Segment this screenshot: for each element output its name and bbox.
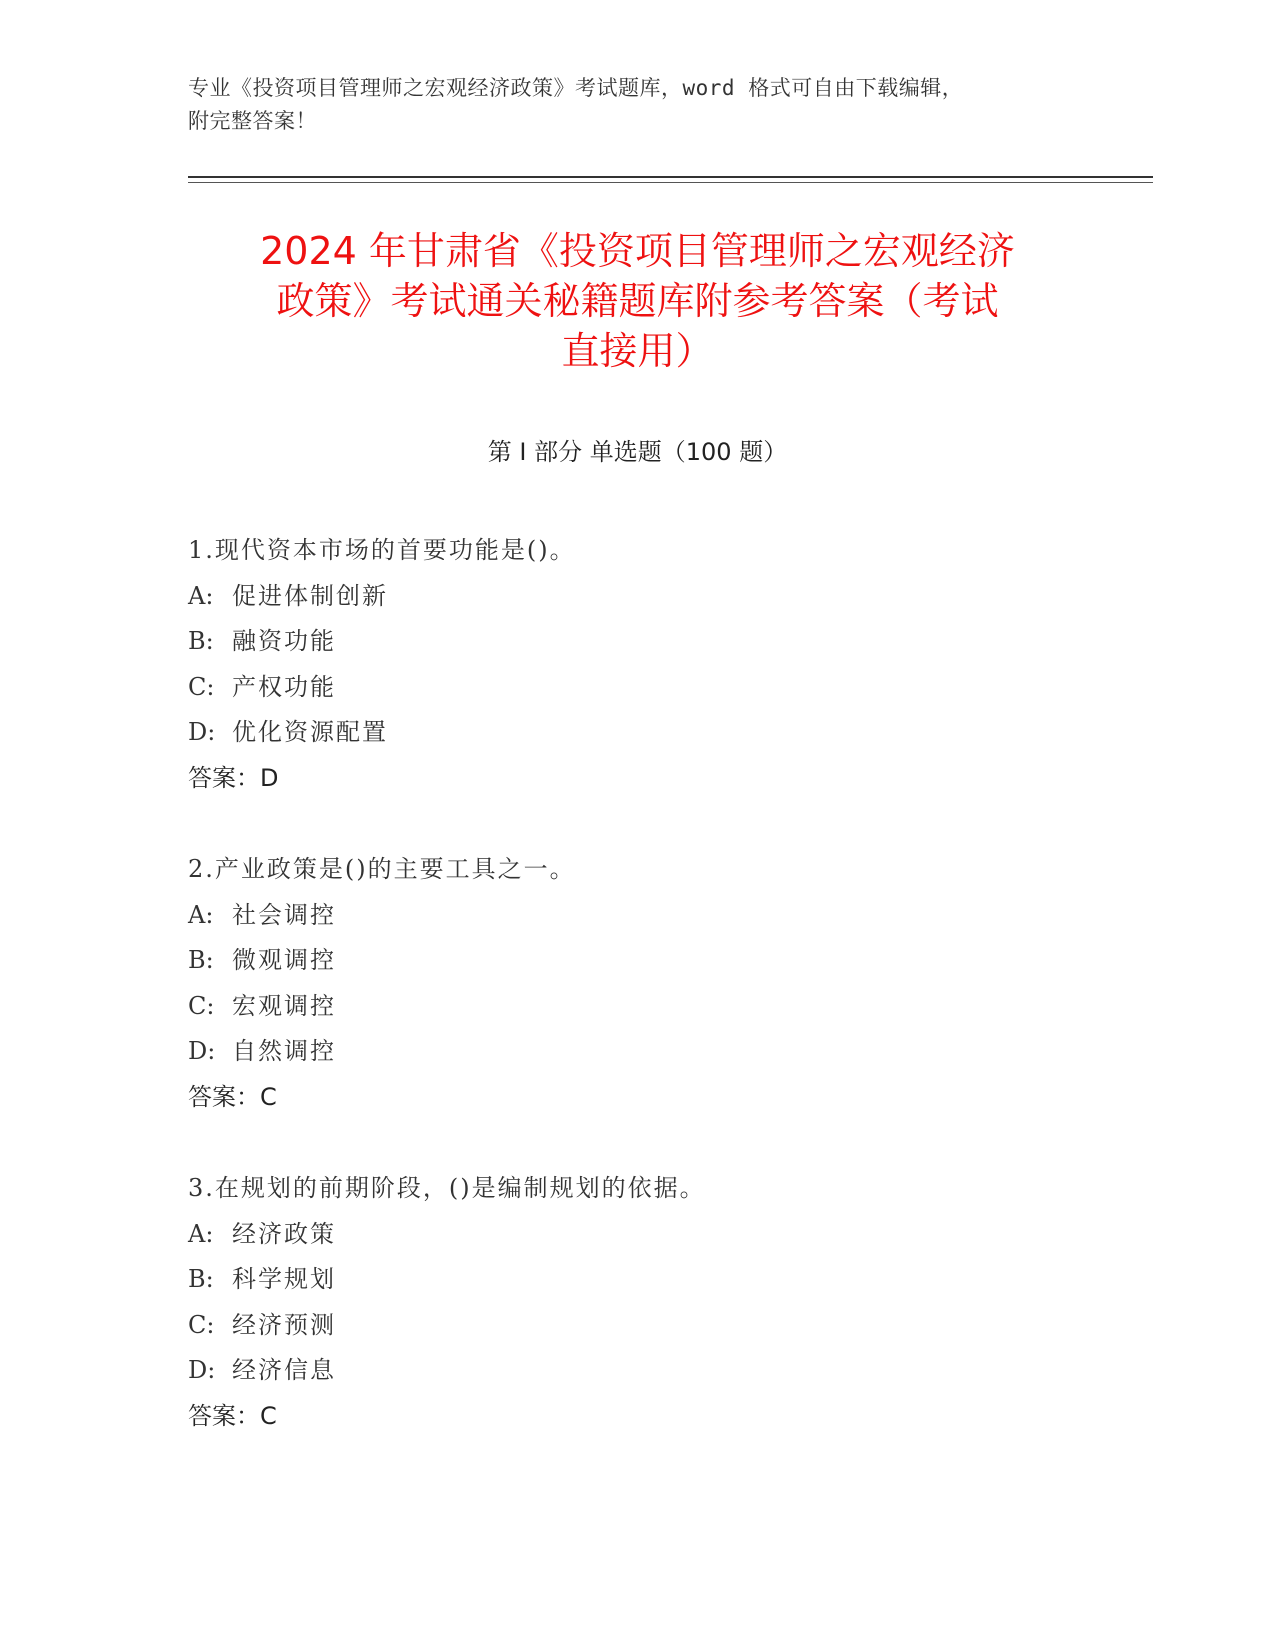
question-3	[188, 1166, 1148, 1439]
option-letter: A:	[188, 1219, 214, 1248]
option-letter: B:	[188, 627, 214, 655]
option-b	[188, 938, 1148, 984]
section-title: 第 I 部分 单选题（100 题）	[487, 438, 788, 466]
option-b	[188, 619, 1148, 665]
option-d	[188, 1029, 1148, 1075]
option-letter: C:	[188, 991, 215, 1020]
option-c	[188, 1303, 1148, 1349]
option-text: 社会调控	[232, 900, 336, 929]
answer-line: 答案：C	[188, 1082, 277, 1111]
document-title-line-2: 政策》考试通关秘籍题库附参考答案（考试	[276, 279, 999, 323]
option-text: 优化资源配置	[232, 718, 388, 746]
option-text: 经济政策	[232, 1219, 336, 1248]
option-letter: D:	[188, 718, 216, 746]
answer-line: 答案：D	[188, 763, 279, 792]
option-letter: B:	[188, 946, 214, 974]
option-letter: D:	[188, 1356, 216, 1384]
option-d	[188, 1348, 1148, 1394]
option-text: 经济预测	[232, 1310, 336, 1339]
option-text: 促进体制创新	[232, 581, 388, 610]
option-letter: C:	[188, 672, 215, 701]
option-text: 融资功能	[232, 627, 336, 655]
option-letter: B:	[188, 1265, 214, 1293]
option-a	[188, 574, 1148, 620]
option-text: 科学规划	[232, 1265, 336, 1293]
option-a	[188, 893, 1148, 939]
answer-line: 答案：C	[188, 1401, 277, 1430]
question-2	[188, 847, 1148, 1120]
question-stem: 1.现代资本市场的首要功能是()。	[188, 536, 576, 564]
option-c	[188, 984, 1148, 1030]
option-letter: C:	[188, 1310, 215, 1339]
option-d	[188, 710, 1148, 756]
option-text: 微观调控	[232, 946, 336, 974]
header-note-line-1: 专业《投资项目管理师之宏观经济政策》考试题库，word 格式可自由下载编辑，	[188, 76, 964, 100]
question-1	[188, 528, 1148, 801]
question-stem: 2.产业政策是()的主要工具之一。	[188, 855, 576, 883]
header-divider-thin	[188, 182, 1153, 183]
option-text: 经济信息	[232, 1356, 336, 1384]
option-letter: D:	[188, 1037, 216, 1065]
header-note	[188, 72, 1088, 138]
document-title-line-1: 2024 年甘肃省《投资项目管理师之宏观经济	[260, 229, 1015, 273]
question-list	[188, 528, 1148, 1485]
option-a	[188, 1212, 1148, 1258]
option-letter: A:	[188, 581, 214, 610]
header-divider-thick	[188, 176, 1153, 178]
option-text: 宏观调控	[232, 991, 336, 1020]
option-text: 产权功能	[232, 672, 336, 701]
document-title	[150, 226, 1125, 376]
question-stem: 3.在规划的前期阶段，()是编制规划的依据。	[188, 1174, 706, 1202]
option-b	[188, 1257, 1148, 1303]
option-c	[188, 665, 1148, 711]
option-letter: A:	[188, 900, 214, 929]
document-title-line-3: 直接用）	[561, 329, 714, 373]
header-note-line-2: 附完整答案！	[188, 109, 317, 133]
option-text: 自然调控	[232, 1037, 336, 1065]
